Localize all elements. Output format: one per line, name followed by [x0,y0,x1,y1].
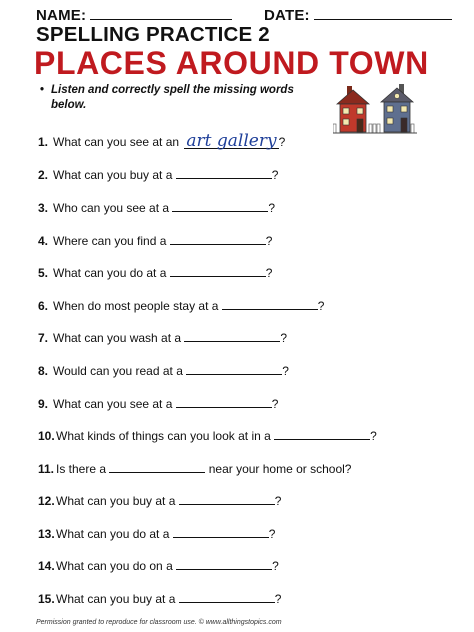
question-number: 9. [38,397,49,411]
question-number: 1. [38,135,49,149]
answer-blank[interactable] [179,492,275,505]
question-11 [38,460,351,476]
question-end: ? [280,331,288,345]
answer-blank[interactable] [186,362,282,375]
question-end: ? [265,266,273,280]
question-text: What can you buy at a [53,168,173,182]
question-12 [38,492,281,508]
footer-permission: Permission granted to reproduce for classroom use. © www.allthingstopics.com [36,619,282,626]
answer-blank[interactable] [274,427,370,440]
name-line[interactable] [90,5,232,20]
question-8 [38,362,289,378]
answer-blank[interactable] [173,525,269,538]
answer-blank[interactable] [170,264,266,277]
question-end: ? [272,559,279,573]
question-6 [38,297,324,313]
question-text: When do most people stay at a [53,299,219,313]
question-end: ? [268,527,276,541]
question-end: ? [317,299,325,313]
question-number: 13. [38,527,55,541]
question-text: Where can you find a [53,234,167,248]
question-9 [38,395,278,411]
answer-blank[interactable] [176,166,272,179]
question-text: What can you do at a [53,266,167,280]
question-4 [38,232,272,248]
question-number: 6. [38,299,49,313]
question-text: What can you do on a [56,559,173,573]
question-1 [38,131,286,151]
question-end: ? [274,592,282,606]
question-text: Is there a [56,462,107,476]
question-3 [38,199,275,215]
question-number: 12. [38,494,55,508]
question-text: What kinds of things can you look at in a [56,429,271,443]
question-2 [38,166,278,182]
page-title: PLACES AROUND TOWN [34,45,429,81]
question-number: 4. [38,234,49,248]
question-number: 14. [38,559,55,573]
answer-blank[interactable] [172,199,268,212]
question-7 [38,329,287,345]
question-text: What can you buy at a [56,494,176,508]
answer-blank[interactable] [179,590,275,603]
question-14 [38,557,279,573]
question-number: 8. [38,364,49,378]
question-text: What can you buy at a [56,592,176,606]
houses-illustration-icon [333,82,417,143]
question-end: ? [370,429,377,443]
question-5 [38,264,272,280]
question-number: 2. [38,168,49,182]
date-label: DATE: [264,7,310,24]
question-text: Who can you see at a [53,201,170,215]
name-label: NAME: [36,7,87,24]
date-line[interactable] [314,5,452,20]
subtitle: SPELLING PRACTICE 2 [36,23,270,46]
question-end: ? [265,234,273,248]
question-end: ? [282,364,289,378]
question-end: ? [271,168,279,182]
answer-blank[interactable] [170,232,266,245]
question-end: ? [271,397,279,411]
question-text: What can you see at a [53,397,173,411]
question-end: ? [278,135,286,149]
question-15 [38,590,281,606]
question-number: 5. [38,266,49,280]
question-number: 15. [38,592,55,606]
question-13 [38,525,275,541]
question-number: 7. [38,331,49,345]
question-end: ? [268,201,276,215]
question-end: ? [274,494,282,508]
question-number: 11. [38,462,55,476]
answer-blank[interactable] [176,395,272,408]
instruction-text: Listen and correctly spell the missing words below. [51,84,294,111]
question-end: near your home or school? [208,462,352,476]
answer-blank[interactable] [109,460,205,473]
date-field [264,5,452,24]
instruction-bullet: • [40,84,45,96]
question-text: What can you do at a [56,527,170,541]
question-text: What can you see at an [53,135,180,149]
answer-filled[interactable]: art gallery [186,131,277,151]
name-field [36,5,232,24]
question-10 [38,427,377,443]
answer-blank[interactable] [184,329,280,342]
answer-blank[interactable] [176,557,272,570]
answer-blank[interactable] [222,297,318,310]
question-text: Would can you read at a [53,364,183,378]
question-number: 3. [38,201,49,215]
houses-svg [333,82,417,138]
question-text: What can you wash at a [53,331,182,345]
question-number: 10. [38,429,55,443]
